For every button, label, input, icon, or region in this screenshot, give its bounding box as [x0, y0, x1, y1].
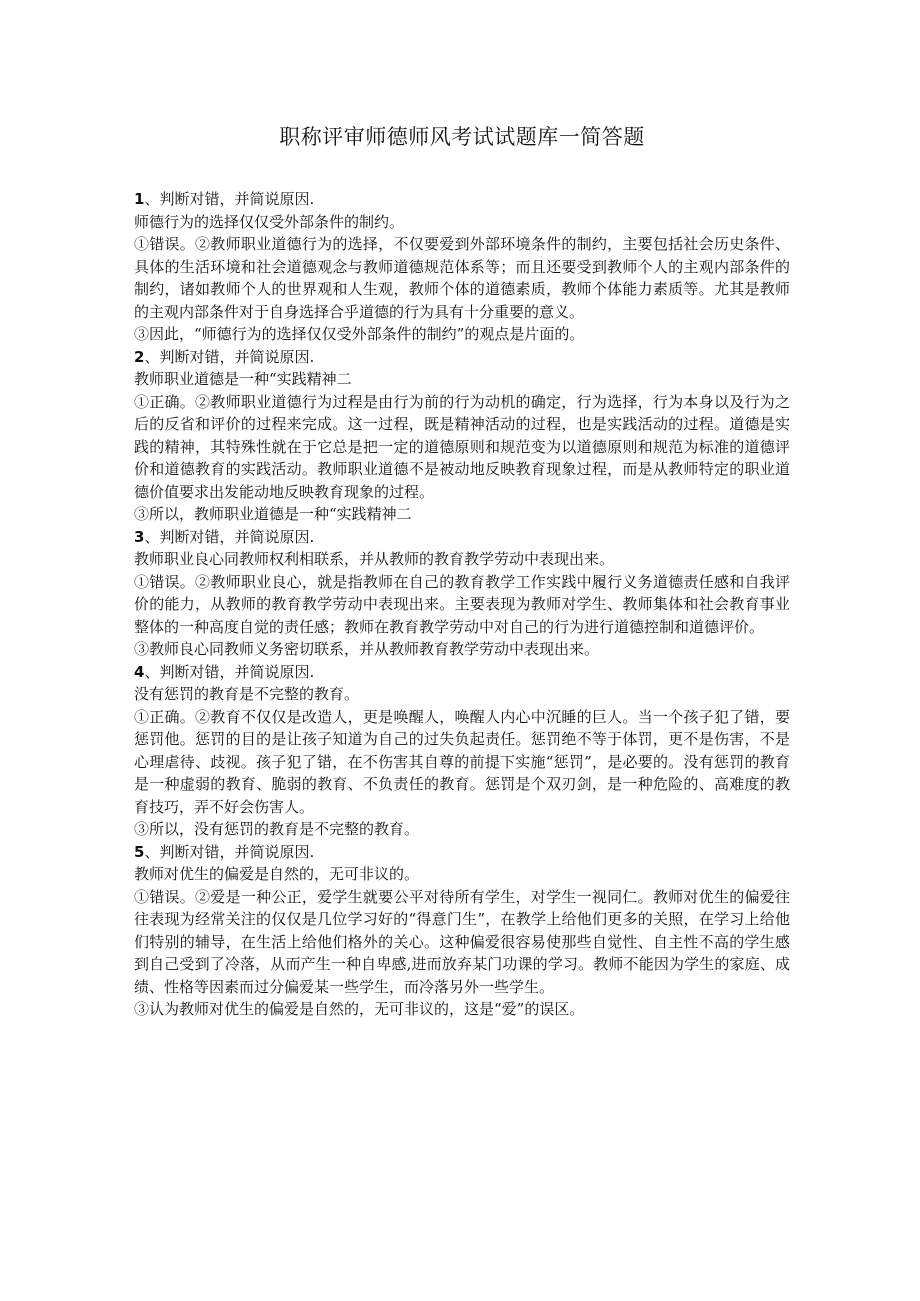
document-title: 职称评审师德师风考试试题库一简答题: [279, 125, 645, 149]
question-heading: [134, 661, 790, 684]
question-3: [134, 526, 790, 661]
question-instruction: 、判断对错，并简说原因.: [144, 842, 315, 861]
question-number: 3: [134, 527, 145, 546]
question-conclusion: ③因此，“师德行为的选择仅仅受外部条件的制约”的观点是片面的。: [134, 325, 585, 343]
document-page: [134, 0, 790, 1021]
question-statement: 师德行为的选择仅仅受外部条件的制约。: [134, 212, 405, 231]
question-instruction: 、判断对错，并简说原因.: [144, 662, 315, 681]
question-4: [134, 661, 790, 841]
question-statement: 教师职业良心同教师权利相联系，并从教师的教育教学劳动中表现出来。: [134, 550, 615, 568]
question-heading: [134, 526, 790, 549]
question-list: [134, 188, 790, 1021]
question-number: 1: [134, 190, 145, 208]
question-instruction: 、判断对错，并简说原因.: [144, 190, 315, 208]
question-2: [134, 346, 790, 526]
question-instruction: 、判断对错，并简说原因.: [144, 347, 315, 366]
question-statement: 教师对优生的偏爱是自然的，无可非议的。: [134, 865, 420, 883]
question-answer: ①错误。②爱是一种公正，爱学生就要公平对待所有学生，对学生一视同仁。教师对优生的偏爱往往表现为经常关注的仅仅是几位学习好的“得意门生”，在教学上给他们更多的关照，在学习上给他们特别的辅导，在生活上给他们格外的关心。这种偏爱很容易使那些自觉性、自主性不高的学生感到自己受到了冷落，从而产生一种自卑感,进而放弃某门功课的学习。教师不能因为学生的家庭、成绩、性格等因素而过分偏爱某一些学生，而冷落另外一些学生。: [134, 887, 790, 996]
question-conclusion: ③教师良心同教师义务密切联系，并从教师教育教学劳动中表现出来。: [134, 640, 600, 658]
question-answer: ①正确。②教育不仅仅是改造人，更是唤醒人，唤醒人内心中沉睡的巨人。当一个孩子犯了错，要惩罚他。惩罚的目的是让孩子知道为自己的过失负起责任。惩罚绝不等于体罚，更不是伤害，不是心理虐待、歧视。孩子犯了错，在不伤害其自尊的前提下实施“惩罚”，是必要的。没有惩罚的教育是一种虚弱的教育、脆弱的教育、不负责任的教育。惩罚是个双刃剑，是一种危险的、高难度的教育技巧，弄不好会伤害人。: [134, 707, 790, 816]
question-answer: ①正确。②教师职业道德行为过程是由行为前的行为动机的确定，行为选择，行为本身以及行为之后的反省和评价的过程来完成。这一过程，既是精神活动的过程，也是实践活动的过程。道德是实践的精神，其特殊性就在于它总是把一定的道德原则和规范变为以道德原则和规范为标准的道德评价和道德教育的实践活动。教师职业道德不是被动地反映教育现象过程，而是从教师特定的职业道德价值要求出发能动地反映教育现象的过程。: [134, 392, 790, 501]
question-statement: 教师职业道德是一种“实践精神二: [134, 370, 352, 388]
question-5: [134, 841, 790, 1021]
question-conclusion: ③认为教师对优生的偏爱是自然的，无可非议的，这是“爱”的误区。: [134, 1000, 585, 1018]
question-instruction: 、判断对错，并简说原因.: [144, 527, 315, 546]
question-number: 5: [134, 842, 145, 861]
question-conclusion: ③所以，教师职业道德是一种“实践精神二: [134, 505, 412, 523]
question-number: 4: [134, 662, 145, 681]
question-statement: 没有惩罚的教育是不完整的教育。: [134, 685, 360, 703]
question-1: [134, 188, 790, 346]
question-conclusion: ③所以，没有惩罚的教育是不完整的教育。: [134, 820, 420, 838]
question-heading: [134, 841, 790, 864]
question-answer: ①错误。②教师职业良心，就是指教师在自己的教育教学工作实践中履行义务道德责任感和自我评价的能力，从教师的教育教学劳动中表现出来。主要表现为教师对学生、教师集体和社会教育事业整体的一种高度自觉的责任感；教师在教育教学劳动中对自己的行为进行道德控制和道德评价。: [134, 572, 790, 636]
question-heading: [134, 188, 790, 211]
question-answer: ①错误。②教师职业道德行为的选择，不仅要爱到外部环境条件的制约，主要包括社会历史条件、具体的生活环境和社会道德观念与教师道德规范体系等；而且还要受到教师个人的主观内部条件的制约，诸如教师个人的世界观和人生观，教师个体的道德素质，教师个体能力素质等。尤其是教师的主观内部条件对于自身选择合乎道德的行为具有十分重要的意义。: [134, 235, 790, 321]
question-number: 2: [134, 347, 145, 366]
question-heading: [134, 346, 790, 369]
